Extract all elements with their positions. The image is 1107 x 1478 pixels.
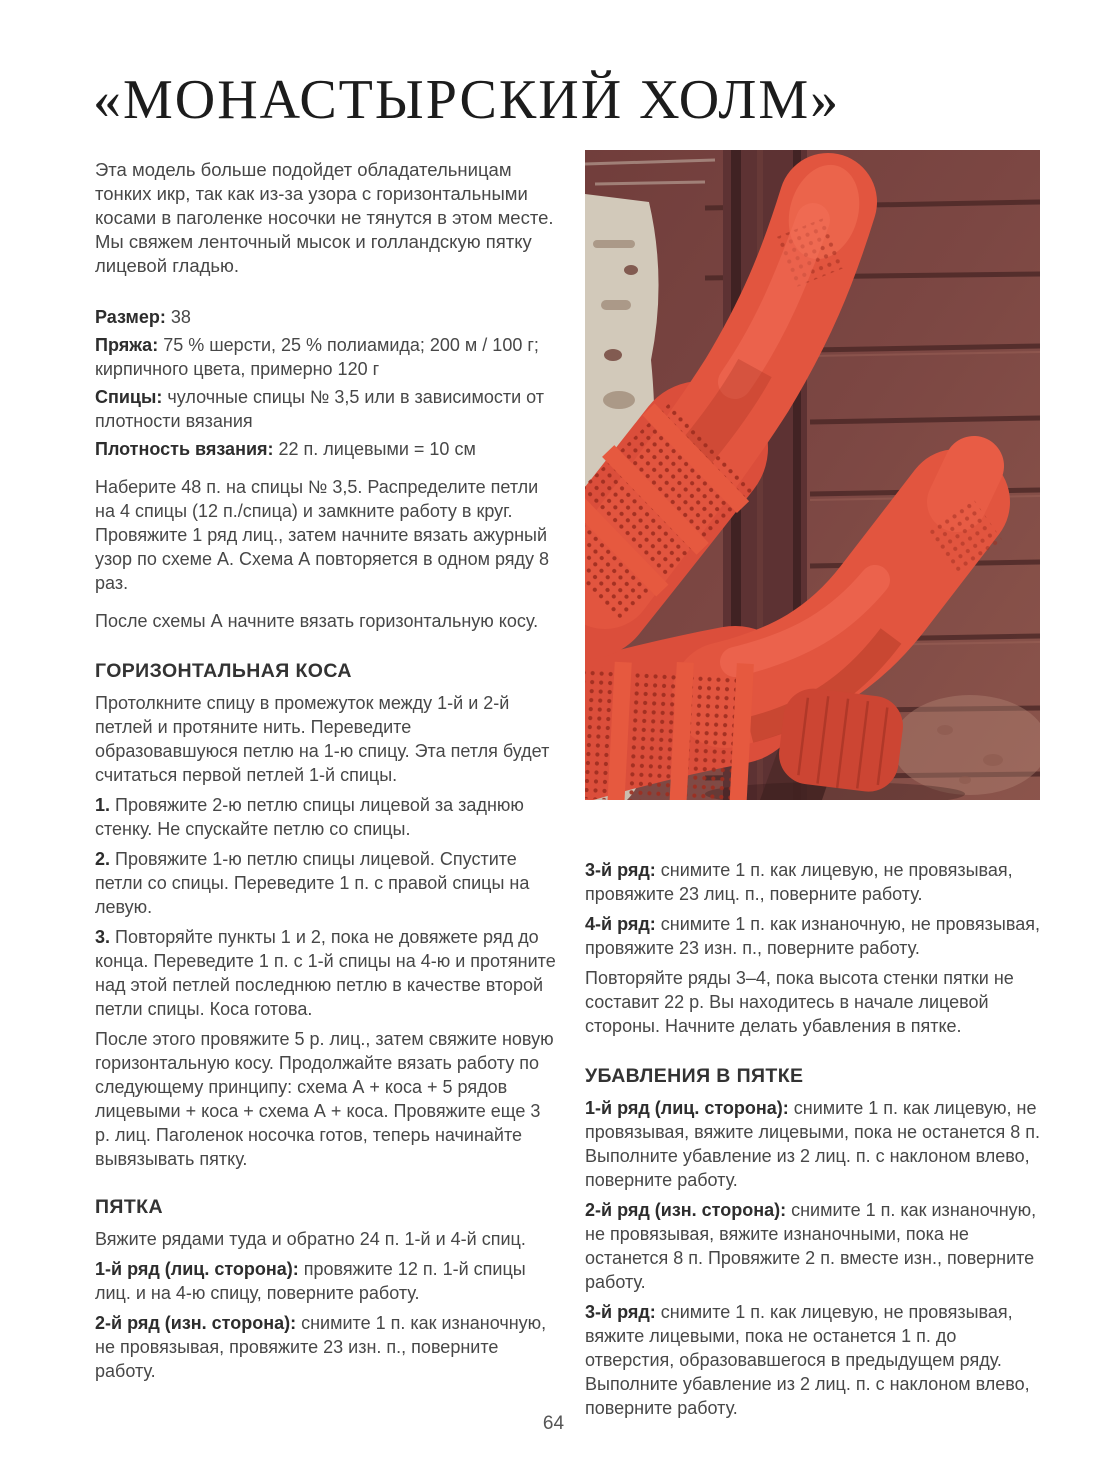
decrease-row-1-label: 1-й ряд (лиц. сторона): [585, 1098, 789, 1118]
braid-step-3 [95, 925, 557, 1021]
heel-row-1-label: 1-й ряд (лиц. сторона): [95, 1259, 299, 1279]
spec-size-value: 38 [170, 307, 191, 327]
heel-repeat-paragraph: Повторяйте ряды 3–4, пока высота стенки пятки не составит 22 р. Вы находитесь в начале лицевой стороны. Начните делать убавления в пятке. [585, 968, 1014, 1036]
decrease-row-3-text: снимите 1 п. как лицевую, не провязывая, вяжите лицевыми, пока не останется 1 п. до отверстия, образовавшегося в предыдущем ряду. Выполните убавление из 2 лиц. п. с наклоном влево, поверните работу. [585, 1302, 1030, 1418]
sock-photo-illustration [585, 150, 1040, 800]
braid-step-2-number: 2. [95, 849, 111, 869]
decrease-row-1-text: снимите 1 п. как лицевую, не провязывая, вяжите лицевыми, пока не останется 8 п. Выполните убавление из 2 лиц. п. с наклоном влево, поверните работу. [585, 1098, 1041, 1190]
braid-step-3-number: 3. [95, 927, 111, 947]
spec-needles-label: Спицы: [95, 387, 163, 407]
heel-row-2 [95, 1311, 557, 1383]
braid-step-2 [95, 847, 557, 919]
spec-size [95, 305, 557, 329]
braid-outro: После этого провяжите 5 р. лиц., затем свяжите новую горизонтальную косу. Продолжайте вязать работу по следующему принципу: схема А + коса + 5 рядов лицевыми + коса + схема А + коса. Провяжите еще 3 р. лиц. Паголенок носочка готов, теперь начинайте вывязывать пятку. [95, 1029, 554, 1169]
right-column [585, 858, 1047, 1426]
left-column [95, 158, 557, 1389]
lower-sock-lace-bands [585, 654, 754, 800]
heel-lead: Вяжите рядами туда и обратно 24 п. 1-й и 4-й спиц. [95, 1229, 526, 1249]
intro-paragraph: Эта модель больше подойдет обладательницам тонких икр, так как из-за узора с горизонтальными косами в паголенке носочки не тянутся в этом месте. Мы свяжем ленточный мысок и голландскую пятку лицевой гладью. [95, 159, 554, 276]
heel-row-4 [585, 912, 1047, 960]
heel-row-3 [585, 858, 1047, 906]
cast-on-paragraph: Наберите 48 п. на спицы № 3,5. Распределите петли на 4 спицы (12 п./спица) и замкните работу в круг. Провяжите 1 ряд лиц., затем начните вязать ажурный узор по схеме А. Схема А повторяется в одном ряду 8 раз. [95, 477, 550, 593]
heel-row-4-label: 4-й ряд: [585, 914, 656, 934]
braid-step-1-number: 1. [95, 795, 111, 815]
braid-step-1-text: Провяжите 2-ю петлю спицы лицевой за заднюю стенку. Не спускайте петлю со спицы. [95, 795, 524, 839]
braid-step-3-text: Повторяйте пункты 1 и 2, пока не довяжете ряд до конца. Переведите 1 п. с 1-й спицы на 4-ю и протяните над этой петлей последнюю петлю в качестве второй петли спицы. Коса готова. [95, 927, 556, 1019]
heel-row-2-label: 2-й ряд (изн. сторона): [95, 1313, 297, 1333]
decrease-row-3 [585, 1300, 1047, 1420]
spec-yarn [95, 333, 557, 381]
section-heading-braid: ГОРИЗОНТАЛЬНАЯ КОСА [95, 660, 352, 682]
heel-row-3-label: 3-й ряд: [585, 860, 656, 880]
page-number: 64 [542, 1413, 565, 1434]
section-heading-decreases: УБАВЛЕНИЯ В ПЯТКЕ [585, 1065, 804, 1087]
spec-size-label: Размер: [95, 307, 166, 327]
spec-gauge-label: Плотность вязания: [95, 439, 274, 459]
decrease-row-2-label: 2-й ряд (изн. сторона): [585, 1200, 787, 1220]
spec-gauge [95, 437, 557, 461]
braid-step-2-text: Провяжите 1-ю петлю спицы лицевой. Спустите петли со спицы. Переведите 1 п. с правой спицы на левую. [95, 849, 530, 917]
sock-photo [585, 150, 1040, 800]
page-title: «МОНАСТЫРСКИЙ ХОЛМ» [93, 69, 841, 131]
lower-sock-heel-flap [776, 685, 907, 795]
decrease-row-2 [585, 1198, 1047, 1294]
section-heading-heel: ПЯТКА [95, 1196, 163, 1218]
after-scheme-paragraph: После схемы А начните вязать горизонтальную косу. [95, 611, 539, 631]
heel-row-4-text: снимите 1 п. как изнаночную, не провязывая, провяжите 23 изн. п., поверните работу. [585, 914, 1040, 958]
spec-needles-value: чулочные спицы № 3,5 или в зависимости от плотности вязания [95, 387, 545, 431]
heel-row-3-text: снимите 1 п. как лицевую, не провязывая, провяжите 23 лиц. п., поверните работу. [585, 860, 1013, 904]
braid-lead: Протолкните спицу в промежуток между 1-й и 2-й петлей и протяните нить. Переведите образовавшуюся петлю на 1-ю спицу. Эта петля будет считаться первой петлей 1-й спицы. [95, 693, 550, 785]
lower-sock-toe [957, 466, 974, 502]
decrease-row-3-label: 3-й ряд: [585, 1302, 656, 1322]
heel-row-1 [95, 1257, 557, 1305]
decrease-row-1 [585, 1096, 1047, 1192]
heel-row-1-text: провяжите 12 п. 1-й спицы лиц. и на 4-ю спицу, поверните работу. [95, 1259, 526, 1303]
spec-yarn-label: Пряжа: [95, 335, 159, 355]
spec-yarn-value: 75 % шерсти, 25 % полиамида; 200 м / 100 г; кирпичного цвета, примерно 120 г [95, 335, 539, 379]
spec-gauge-value: 22 п. лицевыми = 10 см [278, 439, 476, 459]
braid-step-1 [95, 793, 557, 841]
spec-needles [95, 385, 557, 433]
heel-row-2-text: снимите 1 п. как изнаночную, не провязывая, провяжите 23 изн. п., поверните работу. [95, 1313, 547, 1381]
decrease-row-2-text: снимите 1 п. как изнаночную, не провязывая, вяжите изнаночными, пока не останется 8 п. Провяжите 2 п. вместе изн., поверните работу. [585, 1200, 1037, 1292]
